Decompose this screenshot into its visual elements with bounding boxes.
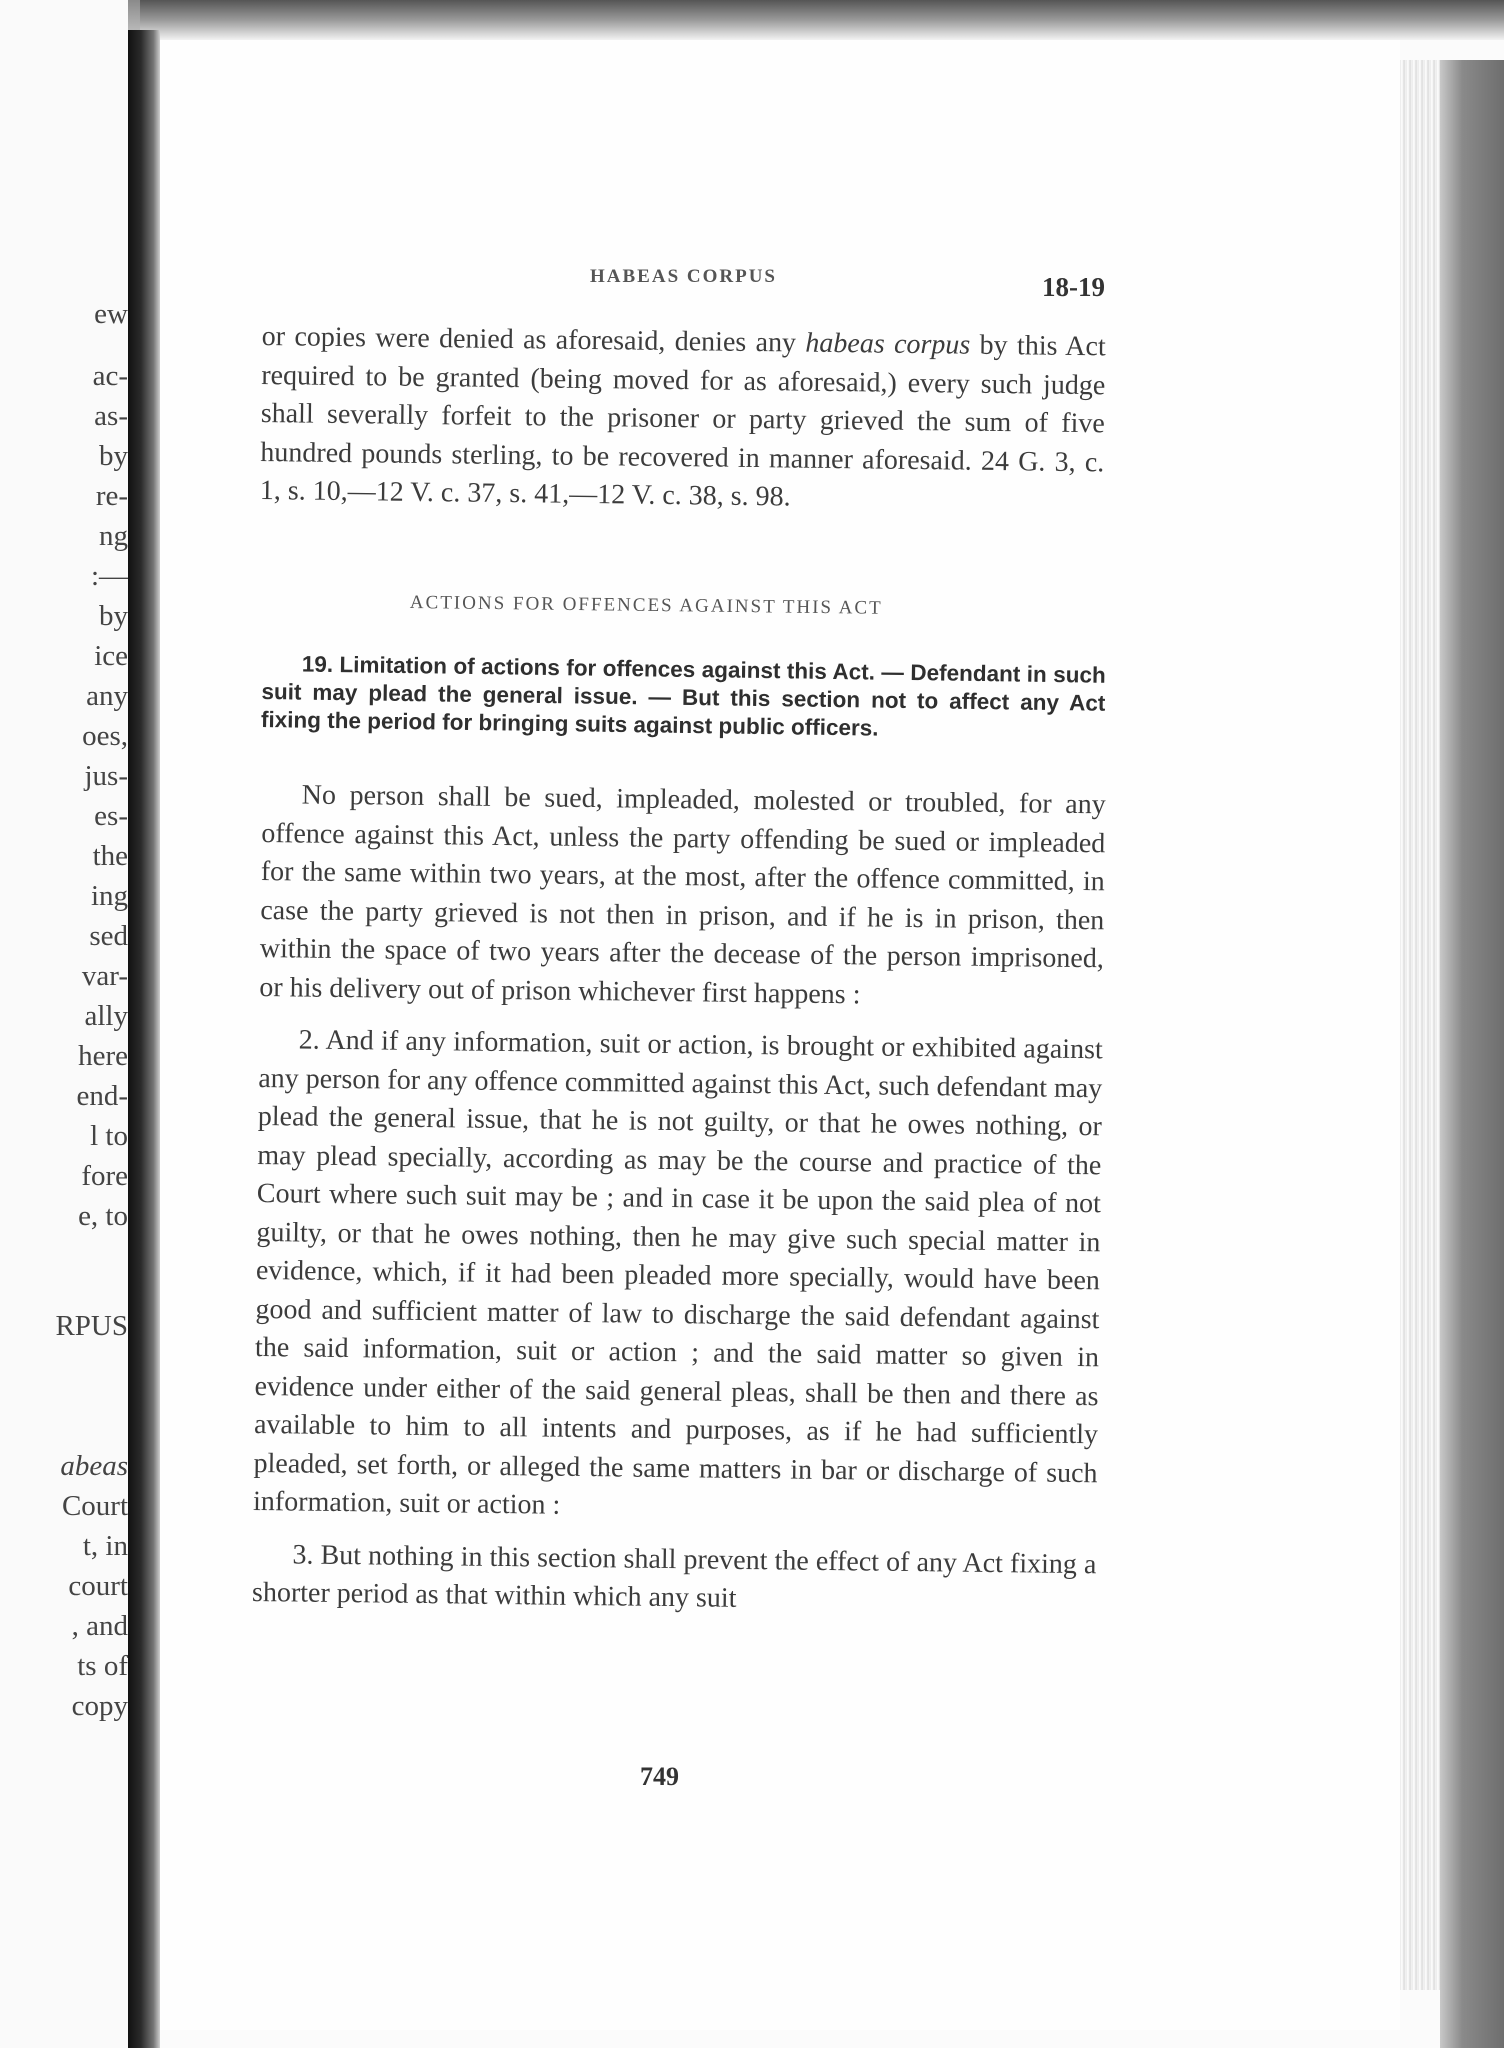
left-page-text-fragment: ice	[94, 640, 128, 672]
paragraph: 2. And if any information, suit or action, is brought or exhibited against any person for any offence committed against this Act, such defendant may plead the general issue, that he is not guilty, or that he owes nothing, or may plead specially, according as may be the course and practice of the Court where such suit may be ; and in case it be upon the said plea of not guilty, or that he owes nothing, then he may give such special matter in evidence, which, if it had been pleaded more specially, would have been good and sufficient matter of law to discharge the said defendant against the said information, suit or action ; and the said matter so given in evidence under either of the said general pleas, shall be then and there as available to him to all intents and purposes, as if he had sufficiently pleaded, set forth, or alleged the same matters in bar or discharge of such information, suit or action :	[252, 1024, 1103, 1521]
left-page-text-fragment: here	[78, 1040, 128, 1072]
left-page-text-fragment: ing	[90, 880, 128, 912]
left-page-text-fragment: ac-	[92, 360, 128, 392]
section-body	[252, 776, 1106, 1623]
left-page-text-fragment: any	[86, 680, 128, 712]
left-page-text-fragment: fore	[81, 1160, 128, 1192]
section-summary	[261, 650, 1106, 746]
left-page-text-fragment: abeas	[60, 1450, 128, 1482]
left-page-text-fragment: as-	[94, 400, 128, 432]
left-page-text-fragment: court	[68, 1570, 128, 1602]
left-page-text-fragment: by	[99, 440, 128, 472]
left-page-text-fragment: ts of	[77, 1650, 128, 1682]
left-page-text-fragment: e, to	[78, 1200, 128, 1232]
left-page-text-fragment: var-	[81, 960, 128, 992]
left-page-text-fragment: ew	[94, 298, 128, 330]
running-title: HABEAS CORPUS	[590, 266, 777, 287]
section-subheading: ACTIONS FOR OFFENCES AGAINST THIS ACT	[409, 592, 883, 619]
left-facing-page	[0, 0, 128, 2048]
book-gutter	[128, 30, 160, 2048]
left-page-text-fragment: end-	[76, 1080, 128, 1112]
section-summary-text: Limitation of actions for offences against this Act. — Defendant in such suit may plead the general issue. — But this section not to affect any Act fixing the period for bringing suits against public officers.	[260, 652, 1106, 741]
intro-text-start: or copies were denied as aforesaid, denies any	[261, 320, 806, 359]
paragraph: 3. But nothing in this section shall prevent the effect of any Act fixing a shorter period as that within which any suit	[251, 1538, 1097, 1614]
left-page-text-fragment: l to	[90, 1120, 128, 1152]
section-range: 18-19	[1042, 272, 1105, 302]
scan-top-shadow	[140, 0, 1504, 40]
left-page-text-fragment: t, in	[82, 1530, 128, 1562]
paragraph: No person shall be sued, impleaded, molested or troubled, for any offence against this Act, unless the party offending be sued or impleaded for the same within two years, at the most, after the offence committed, in case the party grieved is not then in prison, and if he is in prison, then within the space of two years after the decease of the person imprisoned, or his delivery out of prison whichever first happens :	[259, 779, 1106, 1010]
left-page-text-fragment: by	[99, 600, 128, 632]
left-page-text-fragment: jus-	[84, 760, 128, 792]
section-number: 19.	[301, 651, 334, 677]
left-page-text-fragment: es-	[94, 800, 128, 832]
left-page-text-fragment: , and	[71, 1610, 128, 1642]
left-page-text-fragment: re-	[95, 480, 128, 512]
left-page-text-fragment: the	[92, 840, 128, 872]
intro-paragraph	[260, 318, 1106, 521]
left-page-text-fragment: ally	[84, 1000, 128, 1032]
page-number: 749	[640, 1762, 679, 1791]
left-page-text-fragment: Court	[61, 1490, 128, 1522]
left-page-text-fragment: oes,	[82, 720, 128, 752]
book-edge-shadow	[1440, 60, 1504, 2048]
left-page-text-fragment: copy	[71, 1690, 128, 1722]
left-page-text-fragment: RPUS	[55, 1310, 128, 1342]
intro-text-end: by this Act required to be granted (being moved for as aforesaid,) every such judge shall severally forfeit to the prisoner or party grieved the sum of five hundred pounds sterling, to be recovered in manner aforesaid. 24 G. 3, c. 1, s. 10,—12 V. c. 37, s. 41,—12 V. c. 38, s. 98.	[259, 329, 1106, 513]
intro-italic-term: habeas corpus	[805, 327, 971, 361]
left-page-text-fragment: ng	[99, 520, 128, 552]
left-page-text-fragment: :—	[90, 560, 128, 592]
left-page-text-fragment: sed	[89, 920, 128, 952]
